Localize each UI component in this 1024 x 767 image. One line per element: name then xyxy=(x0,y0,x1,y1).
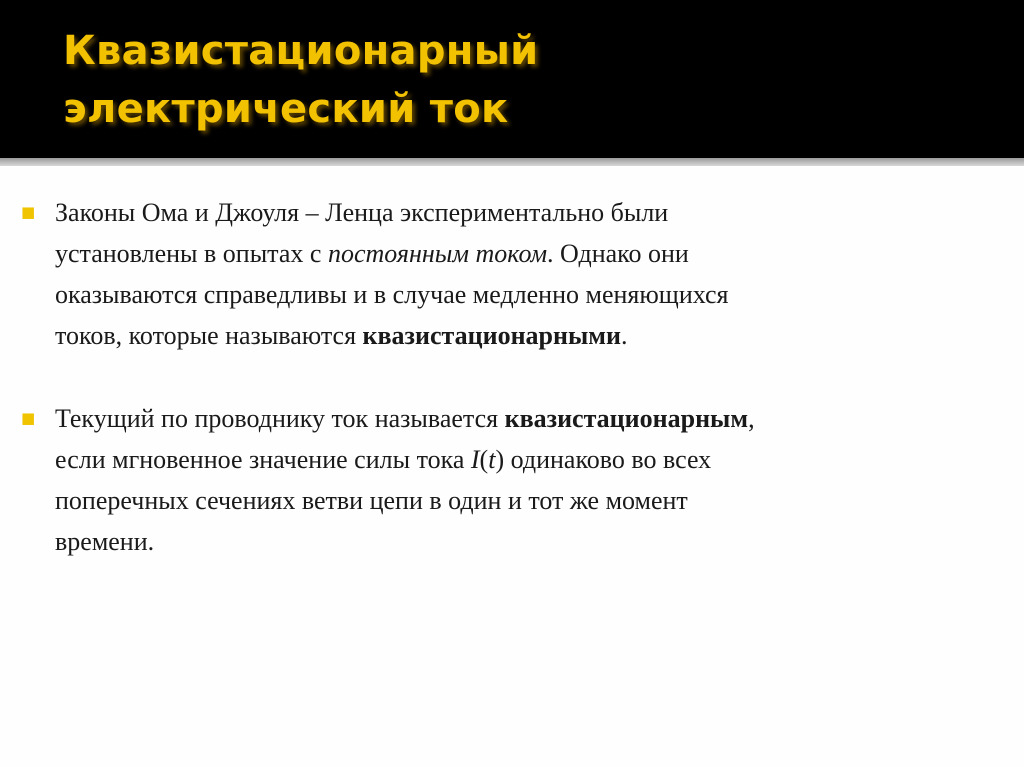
title-divider xyxy=(0,158,1024,166)
formula-open-paren: ( xyxy=(479,445,489,474)
bullet2-line2-pre: если мгновенное значение силы тока xyxy=(55,445,471,474)
bullet1-line4-pre: токов, которые называются xyxy=(55,321,363,350)
title-line-1: Квазистационарный xyxy=(63,28,539,74)
square-bullet-icon: ■ xyxy=(21,409,36,427)
bullet1-line3: оказываются справедливы и в случае медленно меняющихся xyxy=(55,280,729,309)
bullet1-line4-post: . xyxy=(620,321,628,350)
content-area xyxy=(0,166,1024,767)
bullet1-bold-term: квазистационарными xyxy=(362,321,621,350)
bullet1-line2-pre: установлены в опытах с xyxy=(55,239,328,268)
slide-title xyxy=(63,22,539,138)
bullet1-italic-term: постоянным током xyxy=(327,239,548,268)
bullet2-bold-term: квазистационарным xyxy=(504,404,749,433)
title-bar xyxy=(0,0,1024,158)
formula-time-symbol: t xyxy=(488,445,496,474)
square-bullet-icon: ■ xyxy=(21,203,36,221)
bullet2-line1-post: , xyxy=(748,404,755,433)
bullet-quasistationary-definition xyxy=(21,398,985,562)
bullet2-line3: поперечных сечениях ветви цепи в один и тот же момент xyxy=(55,486,688,515)
bullet2-line1-pre: Текущий по проводнику ток называется xyxy=(55,404,505,433)
bullet2-line2-post: одинаково во всех xyxy=(504,445,712,474)
bullet2-line4: времени. xyxy=(55,527,155,556)
bullet-ohm-joule-lenz xyxy=(21,192,985,356)
title-line-2: электрический ток xyxy=(63,86,509,132)
formula-close-paren: ) xyxy=(495,445,505,474)
bullet1-line2-post: . Однако они xyxy=(547,239,689,268)
bullet1-line1: Законы Ома и Джоуля – Ленца экспериментально были xyxy=(55,198,669,227)
formula-current-symbol: I xyxy=(470,445,480,474)
